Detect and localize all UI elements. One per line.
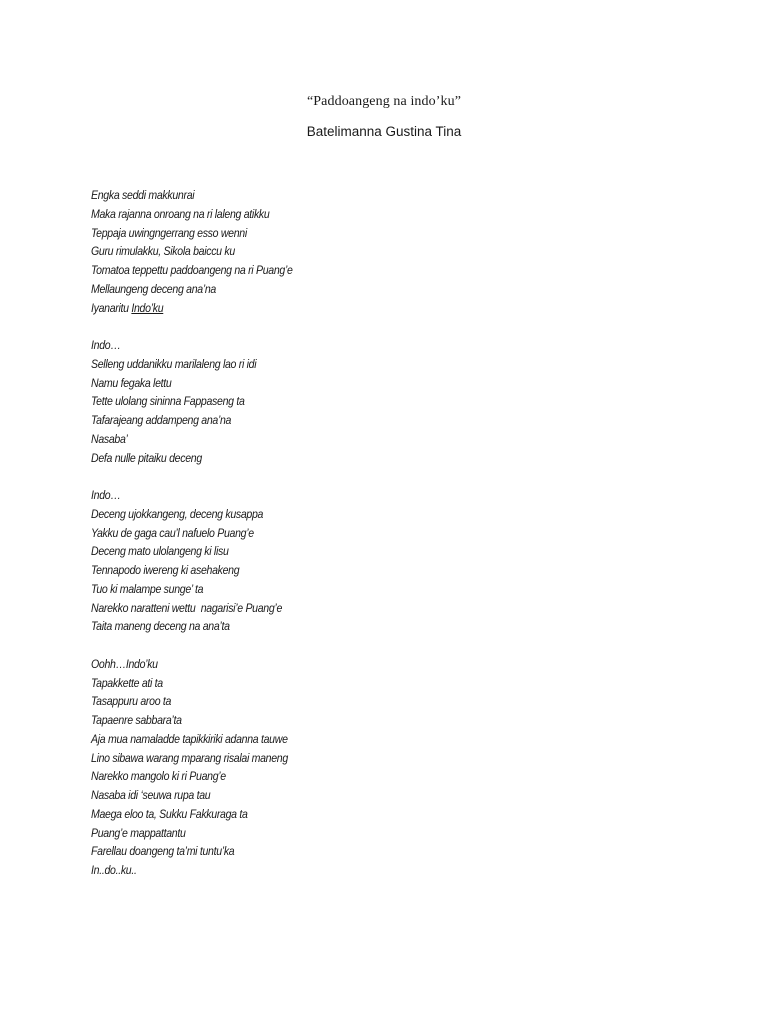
poem-body: [91, 186, 637, 899]
poem-line: Puang’e mappattantu: [91, 825, 186, 840]
poem-line: Namu fegaka lettu: [91, 375, 172, 390]
poem-line: Indo…: [91, 488, 121, 502]
poem-line: Yakku de gaga cau’l nafuelo Puang’e: [91, 525, 254, 540]
poem-line: Lino sibawa warang mparang risalai maneng: [91, 750, 288, 765]
poem-line: Maega eloo ta, Sukku Fakkuraga ta: [91, 806, 248, 821]
poem-author: Batelimanna Gustina Tina: [306, 124, 462, 139]
poem-line: Tasappuru aroo ta: [91, 694, 172, 709]
poem-line: Deceng mato ulolangeng ki lisu: [91, 544, 229, 559]
poem-line: Tapakkette ati ta: [91, 675, 163, 690]
poem-line: Farellau doangeng ta’mi tuntu’ka: [91, 844, 235, 859]
poem-line: Selleng uddanikku marilaleng lao ri idi: [91, 356, 257, 371]
poem-line: Tapaenre sabbara’ta: [91, 713, 182, 727]
poem-line: In..do..ku..: [91, 863, 137, 877]
poem-line: Indo…: [91, 338, 121, 352]
poem-line: Taita maneng deceng na ana’ta: [91, 619, 230, 634]
poem-line: Teppaja uwingngerrang esso wenni: [91, 225, 247, 240]
poem-line: Defa nulle pitaiku deceng: [91, 450, 202, 465]
poem-line: Tomatoa teppettu paddoangeng na ri Puang’e: [91, 263, 293, 277]
poem-line: Nasaba idi ‘seuwa rupa tau: [91, 788, 211, 802]
poem-line: Oohh…Indo’ku: [91, 656, 158, 671]
poem-line: Narekko naratteni wettu nagarisi’e Puang’e: [91, 600, 283, 615]
poem-line: Tafarajeang addampeng ana’na: [91, 413, 232, 427]
poem-line: Mellaungeng deceng ana’na: [91, 281, 217, 296]
stanza-4: [91, 655, 637, 880]
poem-line: Aja mua namaladde tapikkiriki adanna tauwe: [91, 731, 288, 746]
poem-line: Tette ulolang sininna Fappaseng ta: [91, 394, 245, 409]
stanza-3: [91, 486, 637, 636]
poem-line: Maka rajanna onroang na ri laleng atikku: [91, 206, 270, 221]
poem-line: Guru rimulakku, Sikola baiccu ku: [91, 244, 235, 259]
stanza-2: [91, 336, 637, 467]
poem-line: Deceng ujokkangeng, deceng kusappa: [91, 506, 264, 521]
poem-line-prefix: Iyanaritu: [91, 300, 132, 315]
poem-line: Narekko mangolo ki ri Puang’e: [91, 769, 226, 784]
poem-line: Tennapodo iwereng ki asehakeng: [91, 563, 240, 577]
underlined-word: Indo’ku: [131, 300, 164, 315]
poem-title: “Paddoangeng na indo’ku”: [306, 94, 462, 109]
poem-line: Nasaba’: [91, 431, 128, 446]
poem-line: Engka seddi makkunrai: [91, 188, 195, 202]
poem-line-last: [91, 299, 637, 318]
poem-line: Tuo ki malampe sunge’ ta: [91, 581, 204, 596]
stanza-1: [91, 186, 637, 317]
